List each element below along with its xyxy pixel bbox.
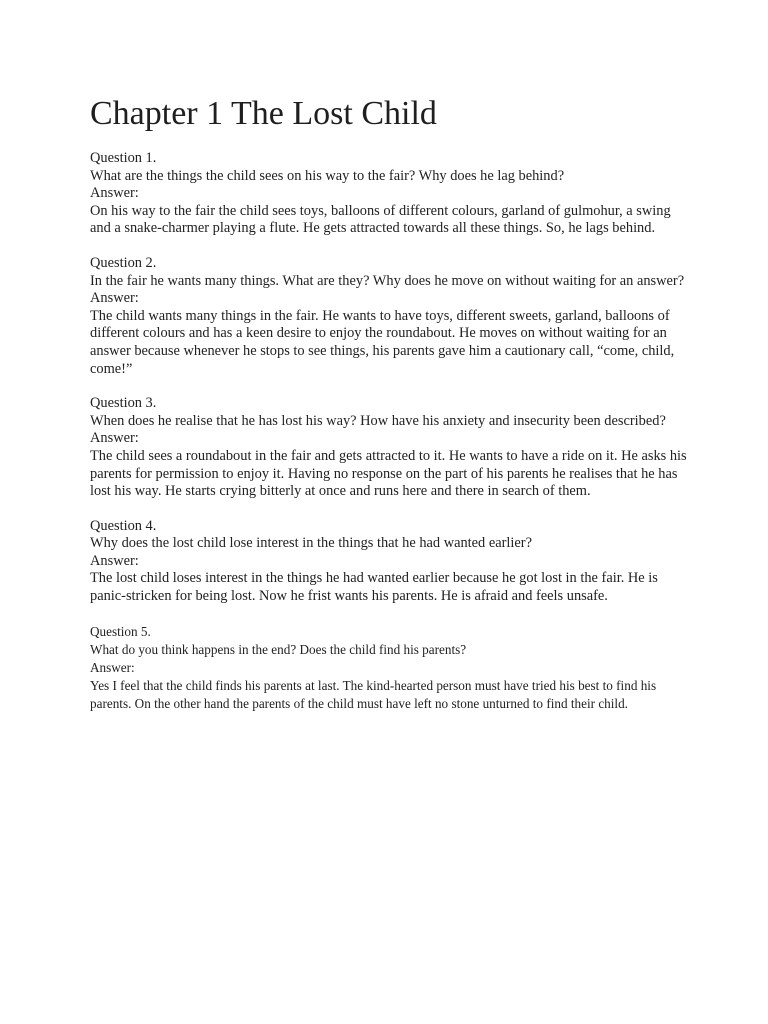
question-text: When does he realise that he has lost his way? How have his anxiety and insecurity been described? <box>90 412 666 429</box>
question-block-3 <box>90 395 690 501</box>
answer-label: Answer: <box>90 185 139 202</box>
question-number: Question 5. <box>90 623 151 639</box>
document-page <box>90 92 690 730</box>
question-block-2 <box>90 255 690 378</box>
question-text: What are the things the child sees on his way to the fair? Why does he lag behind? <box>90 167 565 184</box>
question-text: In the fair he wants many things. What are they? Why does he move on without waiting for an answer? <box>90 272 685 289</box>
answer-text: On his way to the fair the child sees toys, balloons of different colours, garland of gulmohur, a swing and a snake-charmer playing a flute. He gets attracted towards all these things. So, he lags behind. <box>90 202 671 237</box>
answer-text: The child wants many things in the fair. He wants to have toys, different sweets, garland, balloons of different colours and has a keen desire to enjoy the roundabout. He moves on without waiting for an answer because whenever he stops to see things, his parents gave him a cautionary call, “come, child, come!” <box>90 307 675 377</box>
page-title: Chapter 1 The Lost Child <box>90 95 437 132</box>
question-number: Question 1. <box>90 150 157 166</box>
question-text: Why does the lost child lose interest in the things that he had wanted earlier? <box>90 535 532 552</box>
answer-label: Answer: <box>90 659 135 675</box>
answer-text: The child sees a roundabout in the fair and gets attracted to it. He wants to have a ride on it. He asks his parents for permission to enjoy it. Having no response on the part of his parents he realises that he has lost his way. He starts crying bitterly at once and runs here and there in search of them. <box>90 447 687 500</box>
question-block-1 <box>90 150 690 238</box>
question-number: Question 4. <box>90 517 157 534</box>
question-text: What do you think happens in the end? Does the child find his parents? <box>90 641 467 657</box>
answer-label: Answer: <box>90 430 139 447</box>
question-number: Question 3. <box>90 395 157 412</box>
question-block-4 <box>90 518 690 606</box>
question-number: Question 2. <box>90 254 157 271</box>
answer-text: Yes I feel that the child finds his parents at last. The kind-hearted person must have tried his best to find his parents. On the other hand the parents of the child must have left no stone unturned to find their child. <box>90 677 657 711</box>
answer-label: Answer: <box>90 290 139 307</box>
question-block-5 <box>90 623 690 713</box>
answer-text: The lost child loses interest in the things he had wanted earlier because he got lost in the fair. He is panic-stricken for being lost. Now he frist wants his parents. He is afraid and feels unsafe. <box>90 570 658 605</box>
answer-label: Answer: <box>90 552 139 569</box>
